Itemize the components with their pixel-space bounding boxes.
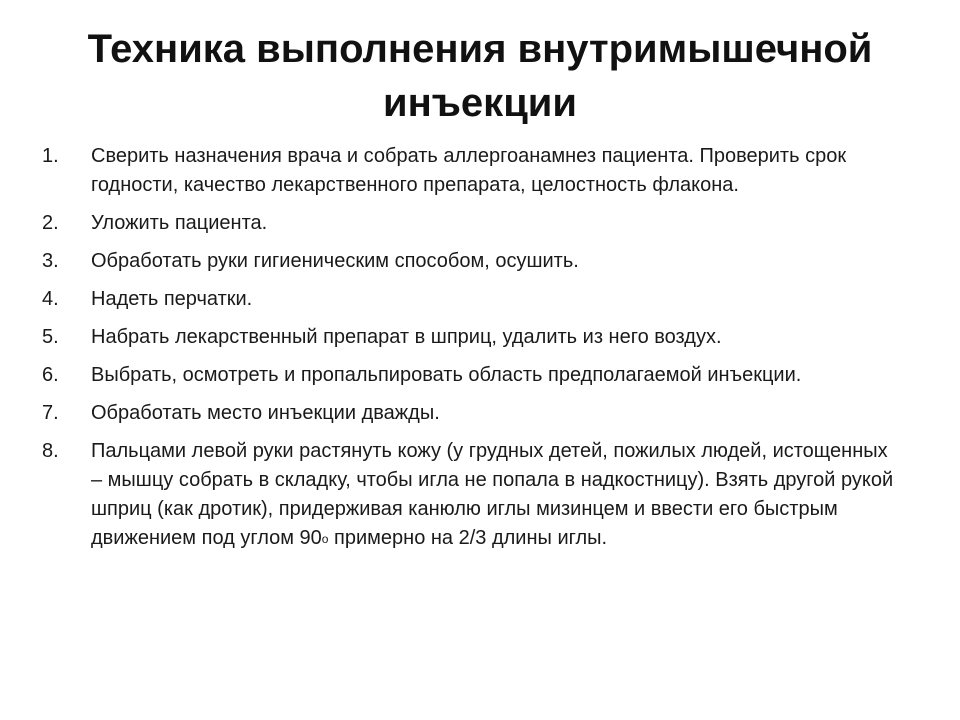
step-text-after: примерно на 2/3 длины иглы.	[328, 527, 608, 549]
list-item-text: Выбрать, осмотреть и пропальпировать область предполагаемой инъекции.	[91, 364, 802, 386]
list-item-number: 2.	[42, 212, 59, 234]
list-item	[42, 285, 902, 314]
list-item	[42, 323, 902, 352]
degree-mark: о	[321, 532, 329, 546]
list-item-number: 3.	[42, 250, 59, 272]
list-item-text: Обработать руки гигиеническим способом, осушить.	[91, 250, 579, 272]
list-item	[42, 437, 902, 555]
list-item-text	[91, 437, 902, 555]
list-item	[42, 209, 902, 238]
list-item	[42, 399, 902, 428]
step-text-before: Пальцами левой руки растянуть кожу (у грудных детей, пожилых людей, истощенных – мышцу собрать в складку, чтобы игла не попала в надкостницу). Взять другой рукой шприц (как дротик), придерживая канюлю иглы мизинцем и ввести его быстрым движением под углом 90	[91, 440, 894, 549]
list-item-number: 7.	[42, 402, 59, 424]
list-item-text: Обработать место инъекции дважды.	[91, 402, 440, 424]
list-item-text: Набрать лекарственный препарат в шприц, удалить из него воздух.	[91, 326, 722, 348]
list-item-number: 4.	[42, 288, 59, 310]
steps-list	[42, 142, 902, 564]
list-item-number: 5.	[42, 326, 59, 348]
list-item-number: 6.	[42, 364, 59, 386]
list-item-number: 8.	[42, 440, 59, 462]
slide-title: Техника выполнения внутримышечной инъекции	[87, 27, 873, 125]
list-item	[42, 361, 902, 390]
list-item	[42, 142, 902, 200]
list-item-text: Надеть перчатки.	[91, 288, 253, 310]
list-item-number: 1.	[42, 145, 59, 167]
list-item	[42, 247, 902, 276]
list-item-text: Сверить назначения врача и собрать аллергоанамнез пациента. Проверить срок годности, качество лекарственного препарата, целостность флакона.	[91, 145, 847, 196]
list-item-text: Уложить пациента.	[91, 212, 268, 234]
